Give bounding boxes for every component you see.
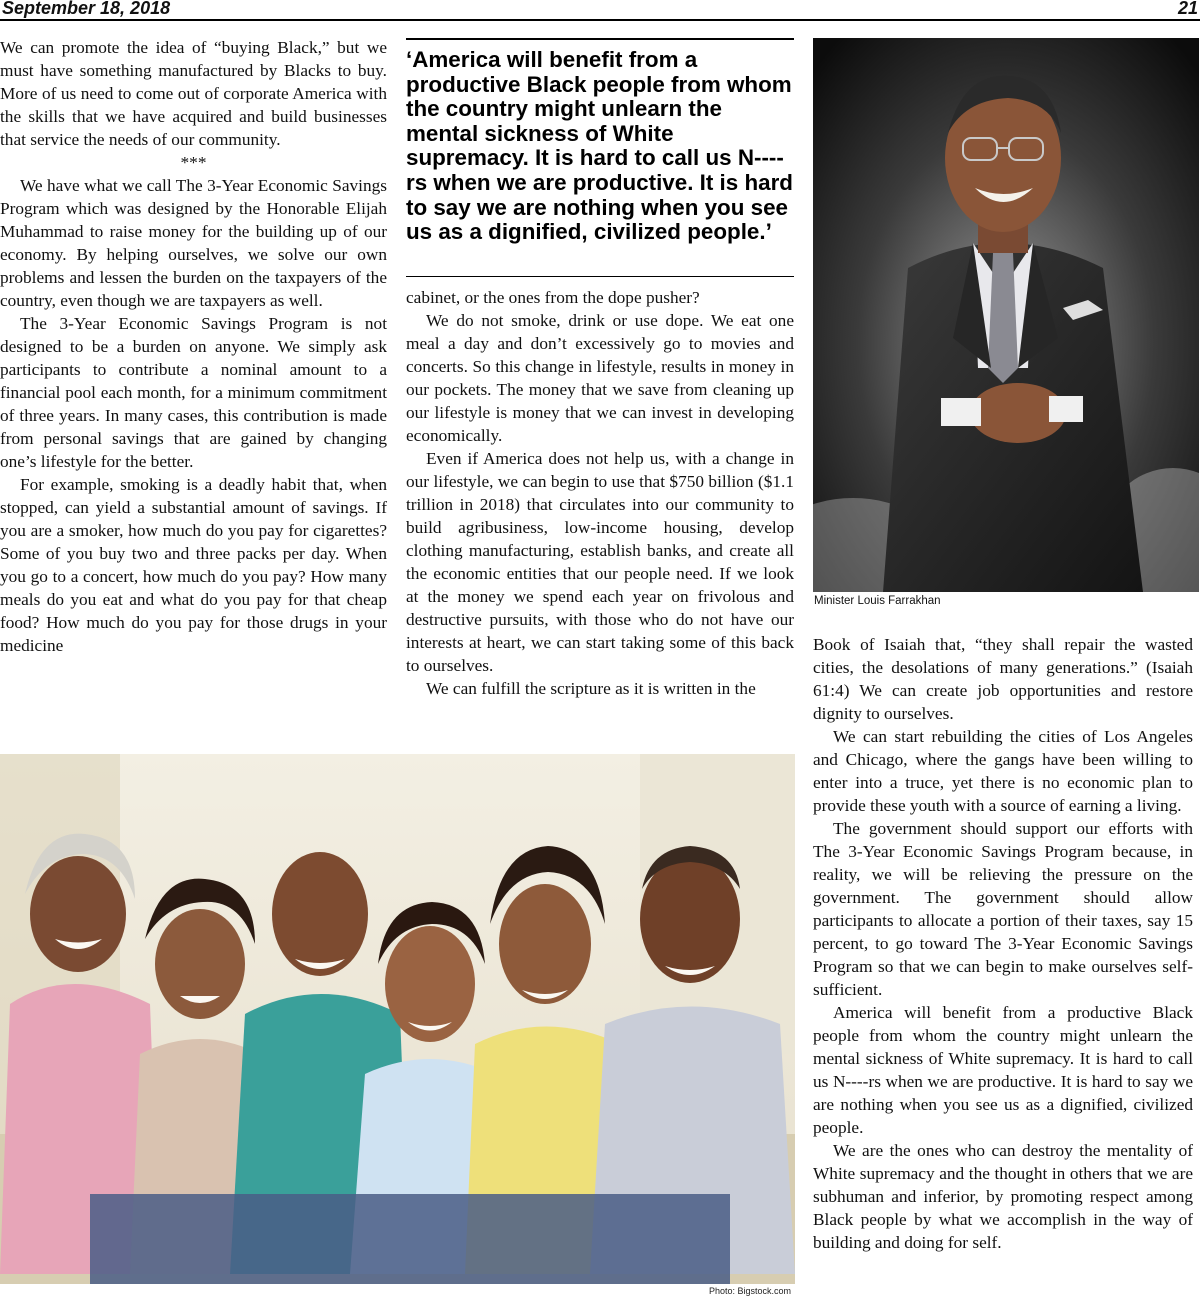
section-separator: *** — [180, 153, 207, 172]
paragraph: Even if America does not help us, with a change in our lifestyle, we can begin to use that $750 billion ($1.1 trillion in 2018) that circulates into our community to build agribusiness, low-income housing, develop clothing manufacturing, establish banks, and create all the economic entities that our people need. If we look at the money we spend each year on frivolous and destructive pursuits, with those who do not have our interests at heart, we can start taking some of this back to ourselves. — [406, 449, 794, 675]
photo-credit: Photo: Bigstock.com — [708, 1286, 791, 1296]
pull-quote-text: ‘America will benefit from a productive Black people from whom the country might unlearn the mental sickness of White supremacy. It is hard to call us N----rs when we are productive. It is hard to say we are nothing when you see us as a dignified, civilized people.’ — [406, 47, 793, 245]
paragraph: We can promote the idea of “buying Black,” but we must have something manufactured by Blacks to buy. More of us need to come out of corporate America with the skills that we have acquired and build businesses that service the needs of our community. — [0, 38, 387, 149]
paragraph: We have what we call The 3-Year Economic Savings Program which was designed by the Honorable Elijah Muhammad to raise money for the building up of our economy. By helping ourselves, we solve our own problems and lessen the burden on the taxpayers of the country, even though we are taxpayers as well. — [0, 176, 387, 310]
family-illustration — [0, 754, 795, 1284]
pull-quote — [406, 38, 794, 277]
paragraph: We can fulfill the scripture as it is written in the — [426, 679, 756, 698]
article-column-2 — [406, 286, 794, 700]
paragraph: America will benefit from a productive Black people from whom the country might unlearn the mental sickness of White supremacy. It is hard to call us N----rs when we are productive. It is hard to say we are nothing when you see us as a dignified, civilized people. — [813, 1003, 1193, 1137]
issue-date: September 18, 2018 — [2, 0, 171, 18]
portrait-illustration — [813, 38, 1199, 592]
paragraph: For example, smoking is a deadly habit that, when stopped, can yield a substantial amount of savings. If you are a smoker, how much do you pay for cigarettes? Some of you buy two and three packs per day. When you go to a concert, how much do you pay? How many meals do you eat and what do you pay for that cheap food? How much do you pay for those drugs in your medicine — [0, 475, 387, 655]
paragraph: We are the ones who can destroy the mentality of White supremacy and the thought in others that we are subhuman and inferior, by promoting respect among Black people by what we accomplish in the way of building and doing for self. — [813, 1141, 1193, 1252]
paragraph: We do not smoke, drink or use dope. We eat one meal a day and don’t excessively go to movies and concerts. So this change in lifestyle, results in money in our pockets. The money that we save from cleaning up our lifestyle is money that we can invest in developing economically. — [406, 311, 794, 445]
paragraph: The 3-Year Economic Savings Program is not designed to be a burden on anyone. We simply ask participants to contribute a nominal amount to a financial pool each month, for a minimum commitment of three years. In many cases, this contribution is made from personal savings that are gained by changing one’s lifestyle for the better. — [0, 314, 387, 471]
paragraph: The government should support our efforts with The 3-Year Economic Savings Program because, in reality, we will be relieving the pressure on the government. The government should allow participants to allocate a portion of their taxes, say 15 percent, to go toward The 3-Year Economic Savings Program so that we can begin to make ourselves self-sufficient. — [813, 819, 1193, 999]
photo-caption: Minister Louis Farrakhan — [814, 595, 941, 607]
paragraph: We can start rebuilding the cities of Los Angeles and Chicago, where the gangs have been willing to enter into a truce, yet there is no economic plan to provide these youth with a source of earning a living. — [813, 727, 1193, 815]
photo-minister — [813, 38, 1199, 592]
article-column-1 — [0, 36, 387, 657]
photo-family — [0, 754, 795, 1284]
paragraph: Book of Isaiah that, “they shall repair the wasted cities, the desolations of many generations.” (Isaiah 61:4) We can create job opportunities and restore dignity to ourselves. — [813, 635, 1193, 723]
article-column-3 — [813, 633, 1193, 1254]
page-header — [0, 0, 1200, 21]
paragraph: cabinet, or the ones from the dope pusher? — [406, 288, 700, 307]
page-number: 21 — [1177, 0, 1198, 18]
